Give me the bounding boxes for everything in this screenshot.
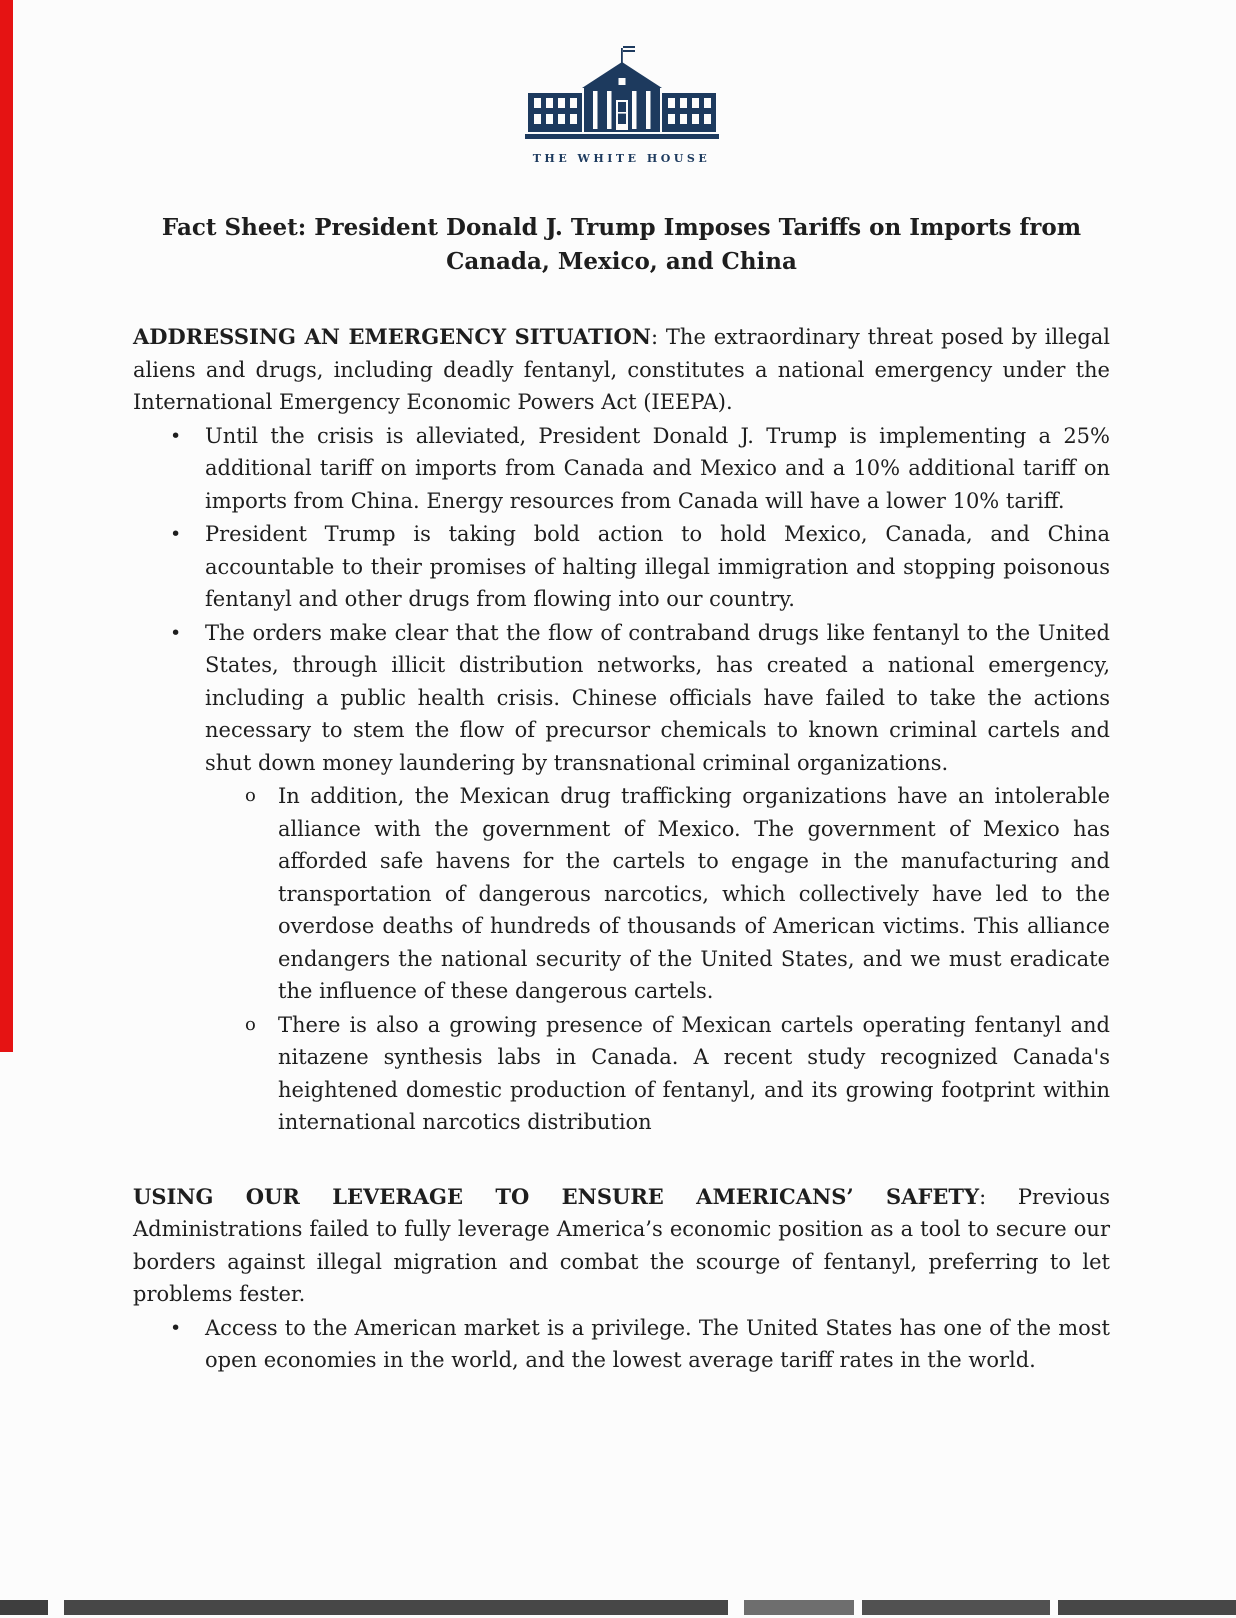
- bullet-text: Until the crisis is alleviated, President Donald J. Trump is implementing a 25% additional tariff on imports from Canada and Mexico and a 10% additional tariff on imports from China. Energy resources from Canada will have a lower 10% tariff.: [205, 423, 1110, 513]
- bullet-marker: •: [170, 621, 182, 644]
- bottom-bar-segment: [862, 1600, 1050, 1615]
- bullet-item: [133, 1312, 1110, 1377]
- bullet-marker: •: [170, 424, 182, 447]
- bullet-text: President Trump is taking bold action to hold Mexico, Canada, and China accountable to their promises of halting illegal immigration and stopping poisonous fentanyl and other drugs from flowing into our country.: [205, 522, 1110, 611]
- bullet-text: Access to the American market is a privilege. The United States has one of the most open economies in the world, and the lowest average tariff rates in the world.: [205, 1315, 1110, 1372]
- section1-heading: ADDRESSING AN EMERGENCY SITUATION: [133, 324, 651, 349]
- sub-bullet-text: There is also a growing presence of Mexican cartels operating fentanyl and nitazene synthesis labs in Canada. A recent study recognized Canada's heightened domestic production of fentanyl, and its growing footprint within international narcotics distribution: [278, 1012, 1110, 1134]
- section2-paragraph: [133, 1181, 1110, 1311]
- section2-heading: USING OUR LEVERAGE TO ENSURE AMERICANS’ SAFETY: [133, 1183, 980, 1209]
- document-body: [133, 321, 1110, 1377]
- sub-bullet-marker: o: [245, 1013, 256, 1035]
- bullet-item: [133, 420, 1110, 518]
- sub-bullet-item: [133, 1009, 1110, 1139]
- bottom-bar-segment: [744, 1600, 854, 1615]
- bottom-bar-segment: [0, 1600, 48, 1615]
- sub-bullet-marker: o: [245, 785, 256, 806]
- section2-intro: : Previous Administrations failed to fully leverage America’s economic position as a tool to secure our borders against illegal migration and combat the scourge of fentanyl, preferring to let problems fester.: [133, 1184, 1110, 1306]
- section1-intro: : The extraordinary threat posed by illegal aliens and drugs, including deadly fentanyl, constitutes a national emergency under the International Emergency Economic Powers Act (IEEPA).: [133, 325, 1110, 414]
- section1-paragraph: [133, 321, 1110, 419]
- bullet-item: [133, 617, 1110, 780]
- sub-bullet-item: [133, 780, 1110, 1008]
- bullet-text: The orders make clear that the flow of contraband drugs like fentanyl to the United States, through illicit distribution networks, has created a national emergency, including a public health crisis. Chinese officials have failed to take the actions necessary to stem the flow of precursor chemicals to known criminal cartels and shut down money laundering by transnational criminal organizations.: [205, 620, 1110, 775]
- white-house-icon: [522, 38, 722, 144]
- logo-block: [133, 38, 1110, 165]
- bottom-bar-segment: [1058, 1600, 1236, 1615]
- document-title: Fact Sheet: President Donald J. Trump Imposes Tariffs on Imports from Canada, Mexico, and China: [161, 214, 1082, 275]
- bullet-marker: •: [170, 1316, 182, 1339]
- bullet-item: [133, 518, 1110, 616]
- logo-caption: THE WHITE HOUSE: [532, 152, 711, 165]
- bullet-marker: •: [170, 523, 182, 545]
- sub-bullet-text: In addition, the Mexican drug trafficking organizations have an intolerable alliance with the government of Mexico. The government of Mexico has afforded safe havens for the cartels to engage in the manufacturing and transportation of dangerous narcotics, which collectively have led to the overdose deaths of hundreds of thousands of American victims. This alliance endangers the national security of the United States, and we must eradicate the influence of these dangerous cartels.: [278, 784, 1110, 1003]
- bottom-bar-segment: [64, 1600, 728, 1615]
